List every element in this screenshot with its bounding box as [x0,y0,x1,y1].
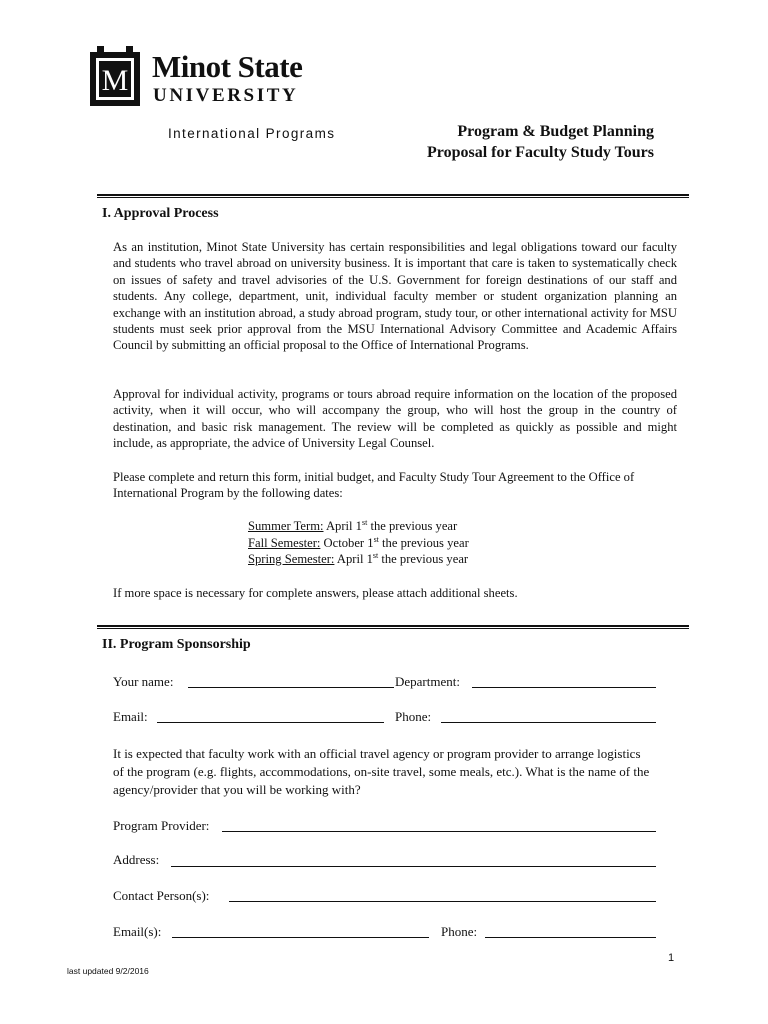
department-field[interactable] [472,687,656,688]
approval-paragraph-3: Please complete and return this form, initial budget, and Faculty Study Tour Agreement to the Office of International Program by the following dates: [113,470,635,501]
form-title-line2: Proposal for Faculty Study Tours [426,144,654,161]
deadline-summer: Summer Term: April 1st the previous year [248,517,458,533]
phone-label: Phone: [395,709,432,724]
your-name-field[interactable] [188,687,394,688]
logo-monogram: M [101,64,129,97]
contact-person-label: Contact Person(s): [113,888,210,903]
deadline-term: Spring Semester: [248,552,335,566]
section-divider [97,625,689,629]
last-updated-note: last updated 9/2/2016 [67,966,149,976]
emails-label: Email(s): [113,924,162,939]
address-field[interactable] [171,866,656,867]
section-divider [97,194,689,198]
phone2-field[interactable] [485,937,656,938]
email-label: Email: [113,709,148,724]
department-label: Department: [395,674,460,689]
approval-paragraph-4: If more space is necessary for complete answers, please attach additional sheets. [113,586,518,600]
page-number: 1 [668,952,675,964]
approval-paragraph-2: Approval for individual activity, programs or tours abroad require information on the location of the proposed activity, when it will occur, who will accompany the group, who will host the group in the country of destination, and basic risk management. The review will be completed as quickly as possible and might include, as appropriate, the advice of University Legal Counsel. [113,387,677,451]
section2-heading: II. Program Sponsorship [102,637,251,652]
department-name: International Programs [168,126,336,141]
agency-question: It is expected that faculty work with an official travel agency or program provider to arrange logistics of the program (e.g. flights, accommodations, on-site travel, some meals, etc.). What is the name of the agency/provider that you will be working with? [113,746,650,797]
section1-heading: I. Approval Process [102,206,219,221]
logo-name-line1: Minot State [152,49,303,84]
deadline-spring: Spring Semester: April 1st the previous year [248,550,469,566]
address-label: Address: [113,852,160,867]
deadline-fall: Fall Semester: October 1st the previous year [248,534,469,550]
emails-field[interactable] [172,937,429,938]
phone-field[interactable] [441,722,656,723]
university-logo-mark [90,46,140,106]
phone2-label: Phone: [441,924,478,939]
program-provider-field[interactable] [222,831,656,832]
your-name-label: Your name: [113,674,174,689]
approval-paragraph-1: As an institution, Minot State University has certain responsibilities and legal obligations toward our faculty and students who travel abroad on university business. It is important that care is taken to systematically check on issues of safety and travel advisories of the U.S. Government for foreign destinations of our staff and students. Any college, department, unit, individual faculty member or student organization planning an exchange with an institution abroad, a study abroad program, study tour, or other international activity for MSU students must seek prior approval from the MSU International Advisory Committee and Academic Affairs Council by submitting an official proposal to the Office of International Programs. [113,240,677,353]
email-field[interactable] [157,722,384,723]
program-provider-label: Program Provider: [113,818,210,833]
form-title-line1: Program & Budget Planning [457,123,654,140]
logo-name-line2: UNIVERSITY [153,85,299,106]
contact-person-field[interactable] [229,901,656,902]
deadline-term: Fall Semester: [248,536,321,550]
deadline-term: Summer Term: [248,519,324,533]
